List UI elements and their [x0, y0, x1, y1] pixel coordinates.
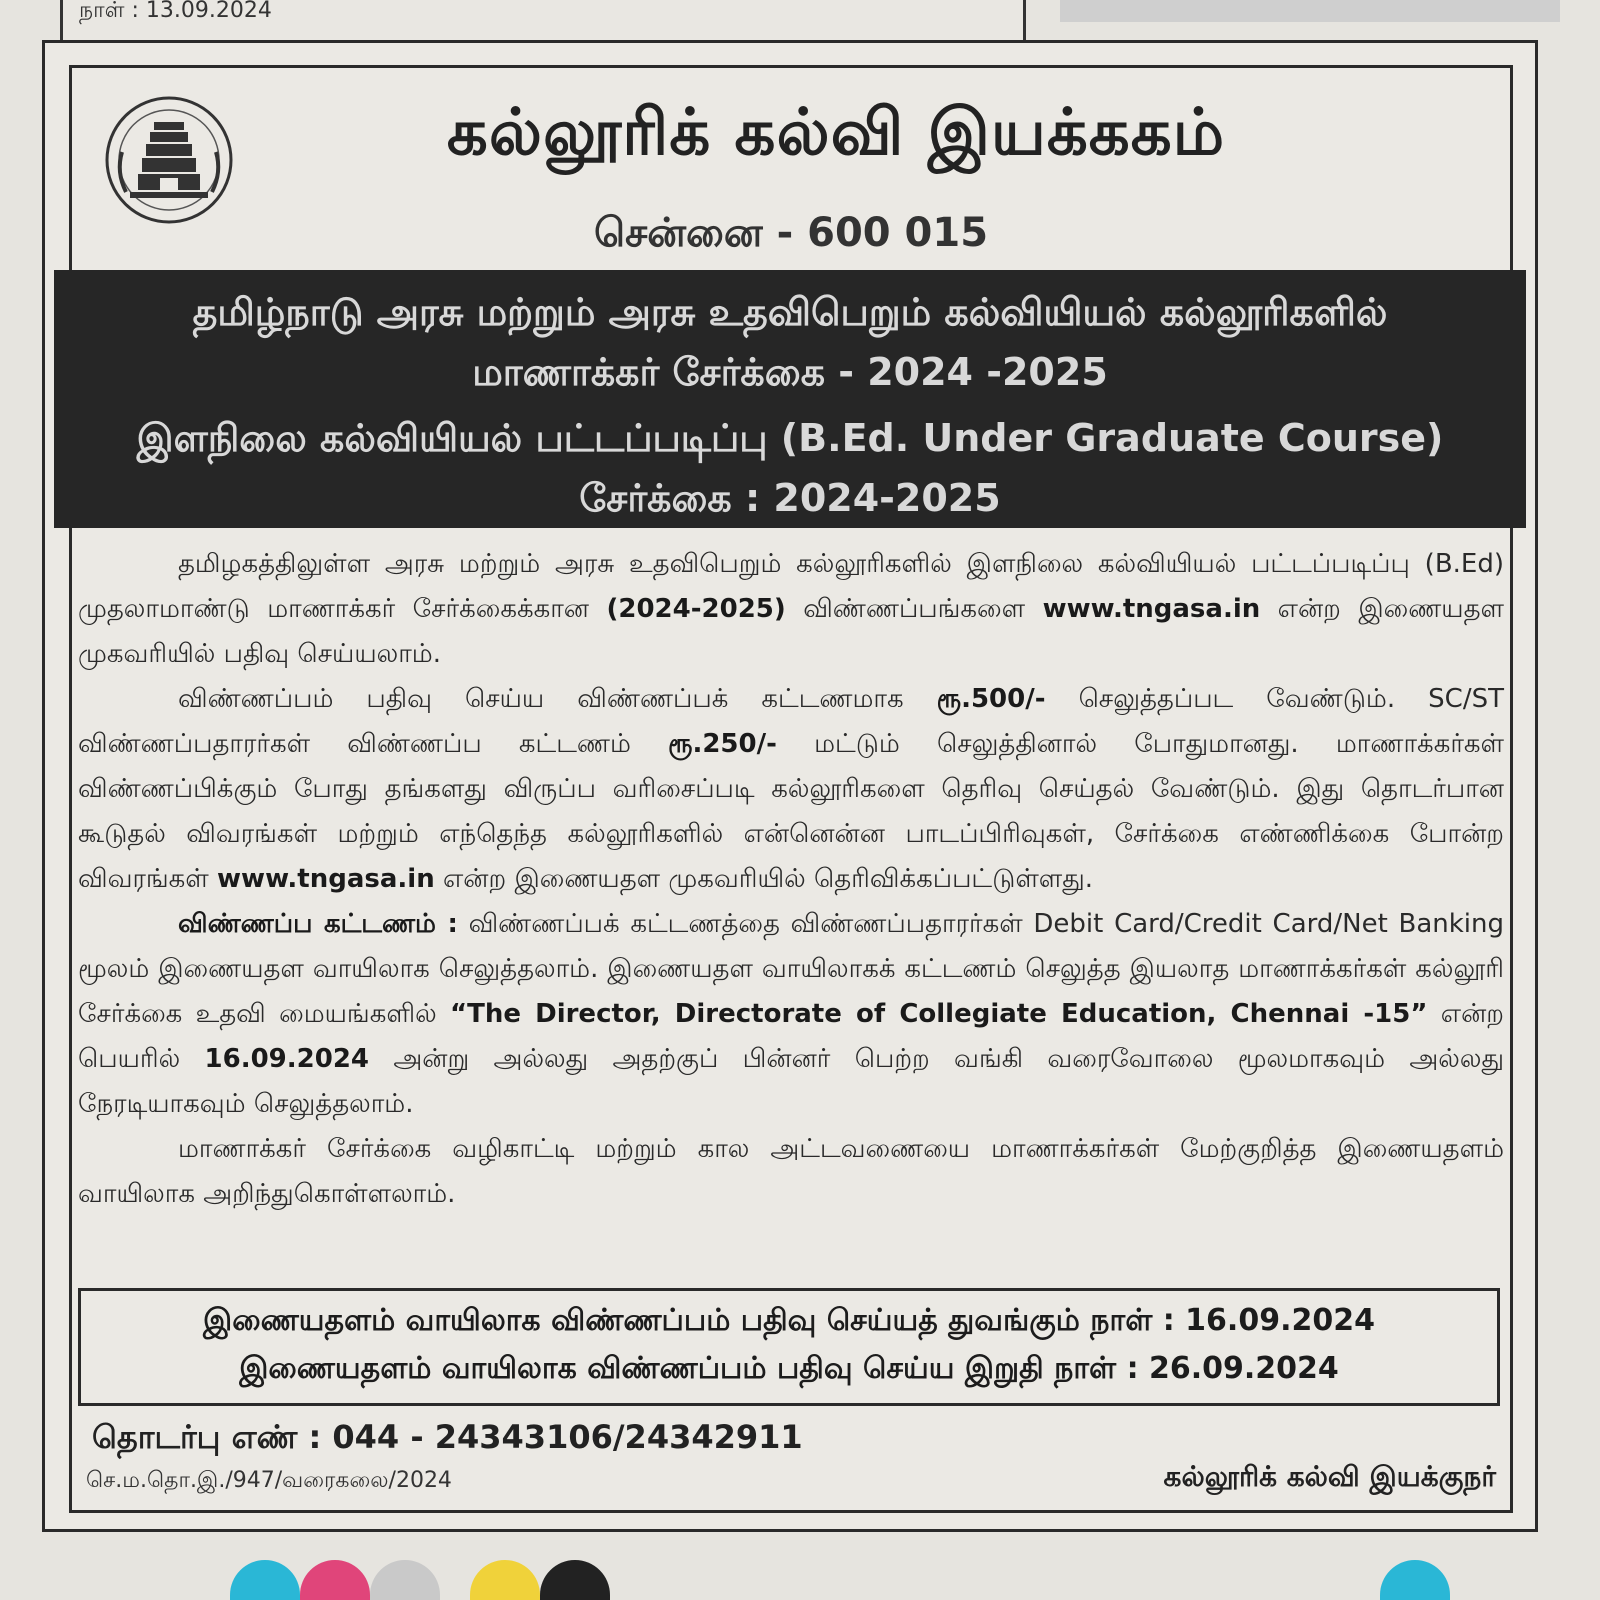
banner-line-2: மாணாக்கர் சேர்க்கை - 2024 -2025 [472, 350, 1108, 394]
signatory-title: கல்லூரிக் கல்வி இயக்குநர் [1163, 1460, 1496, 1493]
contact-number: தொடர்பு எண் : 044 - 24343106/24342911 [92, 1418, 803, 1456]
notice-inner-frame [69, 65, 1513, 1513]
previous-notice-date: நாள் : 13.09.2024 [79, 0, 272, 23]
banner-line-1: தமிழ்நாடு அரசு மற்றும் அரசு உதவிபெறும் கல்வியியல் கல்லூரிகளில் [192, 290, 1388, 334]
adjacent-ad-fragment [1060, 0, 1560, 22]
notice-body [78, 542, 1504, 1217]
notice-outer-frame [42, 40, 1538, 1532]
paragraph-guidelines: மாணாக்கர் சேர்க்கை வழிகாட்டி மற்றும் கால அட்டவணையை மாணாக்கர்கள் மேற்குறித்த இணையதளம் வாயிலாக அறிந்துகொள்ளலாம். [78, 1134, 1504, 1209]
website-link[interactable]: www.tngasa.in [1042, 594, 1261, 624]
black-mark [540, 1560, 610, 1600]
cyan-mark [230, 1560, 300, 1600]
admission-banner [54, 270, 1526, 528]
gray-mark [370, 1560, 440, 1600]
registration-end-date: இணையதளம் வாயிலாக விண்ணப்பம் பதிவு செய்ய இறுதி நாள் : 26.09.2024 [239, 1351, 1339, 1386]
reference-number: செ.ம.தொ.இ./947/வரைகலை/2024 [86, 1468, 452, 1493]
dd-date: 16.09.2024 [204, 1044, 370, 1074]
banner-line-3: இளநிலை கல்வியியல் பட்டப்படிப்பு (B.Ed. Under Graduate Course) [136, 416, 1444, 460]
paragraph-payment-methods: விண்ணப்ப கட்டணம் : விண்ணப்பக் கட்டணத்தை விண்ணப்பதாரர்கள் Debit Card/Credit Card/Net Banking மூலம் இணையதள வாயிலாக செலுத்தலாம். இணையதள வாயிலாகக் கட்டணம் செலுத்த இயலாத மாணாக்கர்கள் கல்லூரி சேர்க்கை உதவி மையங்களில் “The Director, Directorate of Collegiate Education, Chennai -15” என்ற பெயரில் 16.09.2024 அன்று அல்லது அதற்குப் பின்னர் பெற்ற வங்கி வரைவோலை மூலமாகவும் அல்லது நேரடியாகவும் செலுத்தலாம். [78, 909, 1505, 1119]
banner-line-4: சேர்க்கை : 2024-2025 [579, 476, 1001, 520]
application-fee-sc-st: ரூ.250/- [668, 729, 777, 759]
website-link-2[interactable]: www.tngasa.in [217, 864, 435, 894]
application-fee: ரூ.500/- [936, 684, 1046, 714]
organization-title: கல்லூரிக் கல்வி இயக்ககம் [446, 96, 1226, 170]
registration-dates-box [78, 1288, 1500, 1406]
payee-name: “The Director, Directorate of Collegiate Education, Chennai -15” [450, 999, 1428, 1029]
yellow-mark [470, 1560, 540, 1600]
previous-notice-box [60, 0, 1026, 45]
magenta-mark [300, 1560, 370, 1600]
paragraph-fee-details: விண்ணப்பம் பதிவு செய்ய விண்ணப்பக் கட்டணமாக ரூ.500/- செலுத்தப்பட வேண்டும். SC/ST விண்ணப்பதாரர்கள் விண்ணப்ப கட்டணம் ரூ.250/- மட்டும் செலுத்தினால் போதுமானது. மாணாக்கர்கள் விண்ணப்பிக்கும் போது தங்களது விருப்ப வரிசைப்படி கல்லூரிகளை தெரிவு செய்தல் வேண்டும். இது தொடர்பான கூடுதல் விவரங்கள் மற்றும் எந்தெந்த கல்லூரிகளில் என்னென்ன பாடப்பிரிவுகள், சேர்க்கை எண்ணிக்கை போன்ற விவரங்கள் www.tngasa.in என்ற இணையதள முகவரியில் தெரிவிக்கப்பட்டுள்ளது. [78, 684, 1504, 894]
paragraph-application-website: தமிழகத்திலுள்ள அரசு மற்றும் அரசு உதவிபெறும் கல்லூரிகளில் இளநிலை கல்வியியல் பட்டப்படிப்பு (B.Ed) முதலாமாண்டு மாணாக்கர் சேர்க்கைக்கான (2024-2025) விண்ணப்பங்களை www.tngasa.in என்ற இணையதள முகவரியில் பதிவு செய்யலாம். [78, 549, 1504, 669]
academic-year: (2024-2025) [606, 594, 786, 624]
print-registration-marks [0, 1540, 1600, 1588]
cyan-mark-right [1380, 1560, 1450, 1600]
registration-start-date: இணையதளம் வாயிலாக விண்ணப்பம் பதிவு செய்யத் துவங்கும் நாள் : 16.09.2024 [203, 1303, 1375, 1338]
fee-label: விண்ணப்ப கட்டணம் : [178, 909, 458, 939]
organization-city: சென்னை - 600 015 [593, 210, 989, 256]
